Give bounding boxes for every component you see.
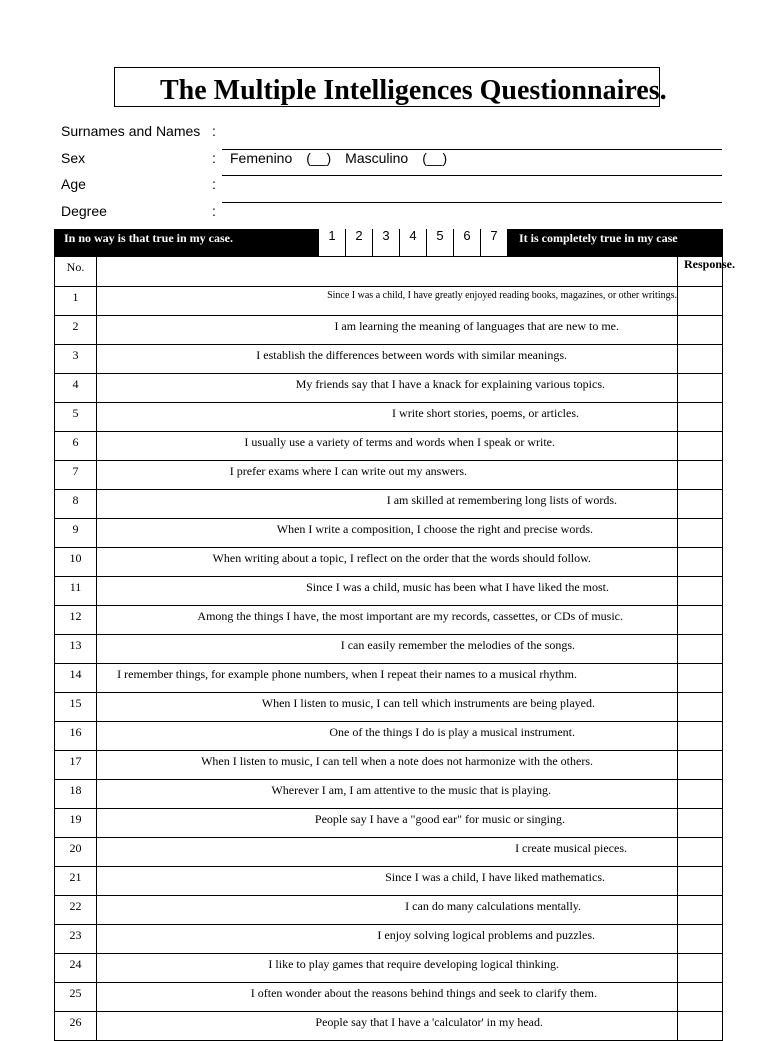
question-number: 20 [55, 838, 97, 867]
response-cell[interactable] [678, 287, 723, 316]
question-number: 9 [55, 519, 97, 548]
table-row [55, 606, 723, 635]
table-row [55, 490, 723, 519]
response-cell[interactable] [678, 316, 723, 345]
question-number: 3 [55, 345, 97, 374]
age-field-line[interactable] [222, 202, 722, 203]
table-row [55, 461, 723, 490]
question-number: 5 [55, 403, 97, 432]
table-row [55, 751, 723, 780]
degree-label: Degree [61, 203, 107, 219]
response-cell[interactable] [678, 461, 723, 490]
response-cell[interactable] [678, 954, 723, 983]
sex-options [230, 150, 461, 166]
question-number: 10 [55, 548, 97, 577]
question-text: I create musical pieces. [97, 838, 678, 867]
question-number: 26 [55, 1012, 97, 1041]
response-cell[interactable] [678, 432, 723, 461]
sex-option-masculino: Masculino [345, 150, 409, 166]
table-row [55, 635, 723, 664]
question-text: When I listen to music, I can tell which instruments are being played. [97, 693, 678, 722]
question-number: 25 [55, 983, 97, 1012]
question-number: 8 [55, 490, 97, 519]
degree-colon: : [212, 203, 216, 219]
response-cell[interactable] [678, 867, 723, 896]
scale-value-6: 6 [453, 229, 480, 256]
response-cell[interactable] [678, 635, 723, 664]
page-title: The Multiple Intelligences Questionnaires. [160, 75, 667, 106]
response-cell[interactable] [678, 751, 723, 780]
question-text: Wherever I am, I am attentive to the music that is playing. [97, 780, 678, 809]
table-row [55, 403, 723, 432]
question-text: I like to play games that require developing logical thinking. [97, 954, 678, 983]
question-number: 14 [55, 664, 97, 693]
scale-right-text: It is completely true in my case [519, 231, 678, 245]
table-row [55, 722, 723, 751]
response-cell[interactable] [678, 664, 723, 693]
question-text: I can easily remember the melodies of the songs. [97, 635, 678, 664]
response-cell[interactable] [678, 1012, 723, 1041]
question-text: Since I was a child, I have liked mathematics. [97, 867, 678, 896]
scale-numbers [318, 229, 507, 256]
question-text: I write short stories, poems, or articles. [97, 403, 678, 432]
table-row [55, 345, 723, 374]
scale-value-3: 3 [372, 229, 399, 256]
question-number: 15 [55, 693, 97, 722]
response-cell[interactable] [678, 925, 723, 954]
question-text: One of the things I do is play a musical instrument. [97, 722, 678, 751]
question-text: I usually use a variety of terms and words when I speak or write. [97, 432, 678, 461]
response-cell[interactable] [678, 548, 723, 577]
response-cell[interactable] [678, 345, 723, 374]
question-number: 12 [55, 606, 97, 635]
question-text: When I listen to music, I can tell when a note does not harmonize with the others. [97, 751, 678, 780]
response-cell[interactable] [678, 577, 723, 606]
question-number: 16 [55, 722, 97, 751]
question-text: My friends say that I have a knack for explaining various topics. [97, 374, 678, 403]
question-text: I am skilled at remembering long lists of words. [97, 490, 678, 519]
question-number: 13 [55, 635, 97, 664]
table-row [55, 287, 723, 316]
age-label: Age [61, 176, 86, 192]
question-text: I remember things, for example phone numbers, when I repeat their names to a musical rhythm. [97, 664, 678, 693]
scale-value-4: 4 [399, 229, 426, 256]
table-row [55, 925, 723, 954]
question-number: 18 [55, 780, 97, 809]
scale-value-2: 2 [345, 229, 372, 256]
response-cell[interactable] [678, 896, 723, 925]
col-question-header [97, 257, 678, 287]
question-number: 17 [55, 751, 97, 780]
table-row [55, 838, 723, 867]
scale-value-7: 7 [480, 229, 507, 256]
response-cell[interactable] [678, 519, 723, 548]
response-cell[interactable] [678, 374, 723, 403]
scale-left-text: In no way is that true in my case. [64, 231, 234, 245]
question-number: 21 [55, 867, 97, 896]
table-row [55, 809, 723, 838]
table-row [55, 954, 723, 983]
question-number: 22 [55, 896, 97, 925]
response-cell[interactable] [678, 490, 723, 519]
table-row [55, 374, 723, 403]
response-cell[interactable] [678, 809, 723, 838]
table-row [55, 896, 723, 925]
question-number: 11 [55, 577, 97, 606]
table-row [55, 548, 723, 577]
table-row [55, 664, 723, 693]
response-cell[interactable] [678, 693, 723, 722]
question-text: I often wonder about the reasons behind things and seek to clarify them. [97, 983, 678, 1012]
question-text: Since I was a child, I have greatly enjoyed reading books, magazines, or other writings. [97, 287, 678, 316]
table-row [55, 867, 723, 896]
col-no-header: No. [55, 257, 97, 287]
response-cell[interactable] [678, 606, 723, 635]
table-row [55, 432, 723, 461]
question-number: 4 [55, 374, 97, 403]
names-label: Surnames and Names [61, 123, 201, 139]
scale-value-1: 1 [318, 229, 345, 256]
response-cell[interactable] [678, 983, 723, 1012]
table-header-row [55, 257, 723, 287]
question-number: 7 [55, 461, 97, 490]
response-cell[interactable] [678, 838, 723, 867]
question-text: I can do many calculations mentally. [97, 896, 678, 925]
question-text: I am learning the meaning of languages that are new to me. [97, 316, 678, 345]
table-row [55, 780, 723, 809]
rating-scale-bar [54, 229, 723, 256]
sex-label: Sex [61, 150, 86, 166]
questionnaire-table [54, 256, 723, 1041]
scale-value-5: 5 [426, 229, 453, 256]
response-cell[interactable] [678, 722, 723, 751]
question-number: 6 [55, 432, 97, 461]
sex-option-femenino: Femenino [230, 150, 293, 166]
question-text: I establish the differences between words with similar meanings. [97, 345, 678, 374]
question-text: People say I have a "good ear" for music or singing. [97, 809, 678, 838]
table-row [55, 519, 723, 548]
question-text: Among the things I have, the most important are my records, cassettes, or CDs of music. [97, 606, 678, 635]
question-number: 19 [55, 809, 97, 838]
question-number: 2 [55, 316, 97, 345]
sex-field-line[interactable] [222, 175, 722, 176]
question-text: People say that I have a 'calculator' in my head. [97, 1012, 678, 1041]
table-row [55, 983, 723, 1012]
femenino-blank[interactable]: (__) [306, 150, 332, 166]
table-row [55, 577, 723, 606]
names-colon: : [212, 123, 216, 139]
question-text: When I write a composition, I choose the right and precise words. [97, 519, 678, 548]
question-text: I prefer exams where I can write out my answers. [97, 461, 678, 490]
question-text: I enjoy solving logical problems and puzzles. [97, 925, 678, 954]
question-number: 23 [55, 925, 97, 954]
age-colon: : [212, 176, 216, 192]
sex-colon: : [212, 150, 216, 166]
response-cell[interactable] [678, 780, 723, 809]
table-row [55, 1012, 723, 1041]
question-number: 24 [55, 954, 97, 983]
table-row [55, 316, 723, 345]
response-header: Response. [684, 257, 736, 271]
question-text: Since I was a child, music has been what I have liked the most. [97, 577, 678, 606]
question-text: When writing about a topic, I reflect on the order that the words should follow. [97, 548, 678, 577]
table-row [55, 693, 723, 722]
question-number: 1 [55, 287, 97, 316]
response-cell[interactable] [678, 403, 723, 432]
masculino-blank[interactable]: (__) [422, 150, 448, 166]
